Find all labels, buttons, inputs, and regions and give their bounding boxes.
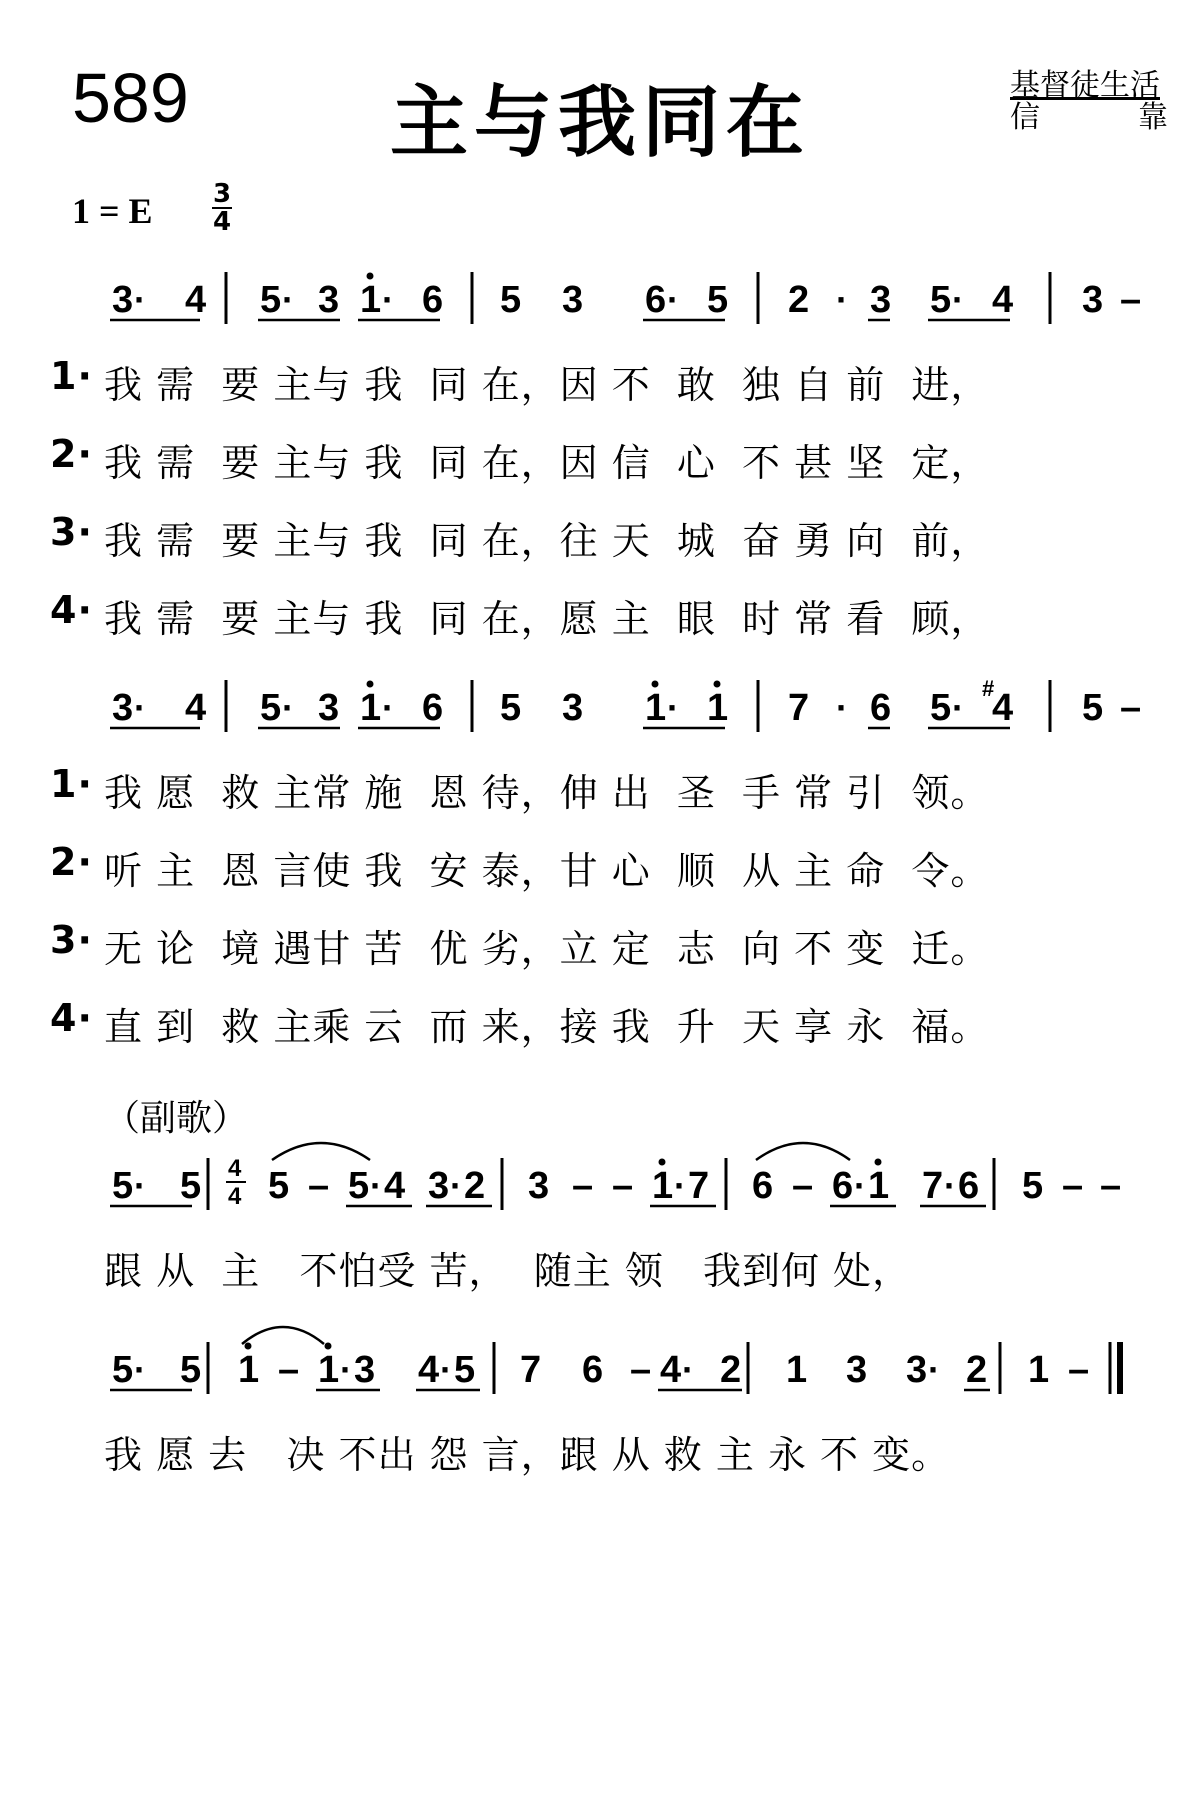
note-glyph: 6 <box>422 687 444 729</box>
note-glyph: 4 <box>185 279 207 321</box>
note-glyph: – <box>308 1165 330 1207</box>
high-octave-dot <box>367 273 374 280</box>
note-glyph: 1 <box>318 1349 340 1391</box>
note <box>870 279 891 321</box>
note <box>260 687 294 729</box>
note <box>1028 1349 1049 1391</box>
note-glyph: · <box>134 279 146 320</box>
note <box>612 1165 633 1207</box>
verse-lyrics: 直 到 救 主乘 云 而 来，接 我 升 天 享 永 福。 <box>104 1005 990 1049</box>
note-glyph: 3 <box>528 1165 550 1207</box>
author-char: 靠 <box>1138 100 1168 135</box>
tie-slur <box>242 1327 324 1344</box>
note-glyph: 7 <box>922 1165 944 1207</box>
note <box>707 681 728 730</box>
verse-lyrics: 我 需 要 主与 我 同 在，往 天 城 奋 勇 向 前， <box>104 519 990 563</box>
note-glyph: 3 <box>562 279 584 321</box>
note-glyph: · <box>674 1165 686 1206</box>
note-glyph: 6 <box>752 1165 774 1207</box>
note <box>180 1349 201 1391</box>
note <box>966 1349 987 1391</box>
chorus-lyrics: 我 愿 去 决 不出 怨 言，跟 从 救 主 永 不 变。 <box>104 1433 951 1477</box>
note <box>930 687 964 729</box>
note <box>428 1165 485 1207</box>
note-glyph: 3 <box>318 687 340 729</box>
verse-lyrics: 无 论 境 遇甘 苦 优 劣，立 定 志 向 不 变 迁。 <box>104 927 990 971</box>
note-glyph: 5 <box>454 1349 476 1391</box>
note-glyph: 1 <box>645 687 667 729</box>
note <box>238 1343 259 1392</box>
note <box>360 681 394 730</box>
high-octave-dot <box>245 1343 252 1350</box>
note-glyph: 5 <box>500 279 522 321</box>
note <box>112 687 146 729</box>
note <box>112 1165 146 1207</box>
note-glyph: – <box>572 1165 594 1207</box>
note-glyph: 4 <box>418 1349 440 1391</box>
note-glyph: 6 <box>582 1349 604 1391</box>
note <box>572 1165 593 1207</box>
note-glyph: 7 <box>520 1349 542 1391</box>
note <box>500 687 521 729</box>
note <box>582 1349 603 1391</box>
note-glyph: 3 <box>906 1349 928 1391</box>
note-glyph: 7 <box>788 687 810 729</box>
note-glyph: 5 <box>1082 687 1104 729</box>
note-glyph: · <box>450 1165 462 1206</box>
note <box>260 279 294 321</box>
note <box>788 687 809 729</box>
note-glyph: 5 <box>707 279 729 321</box>
note-glyph: 3 <box>562 687 584 729</box>
note <box>1062 1165 1083 1207</box>
note-glyph: 2 <box>720 1349 742 1391</box>
note-glyph: 2 <box>464 1165 486 1207</box>
note-glyph: · <box>952 279 964 320</box>
note-glyph: 4 <box>384 1165 406 1207</box>
note-glyph: 5 <box>260 687 282 729</box>
note-glyph: · <box>952 687 964 728</box>
note-glyph: 1 <box>360 687 382 729</box>
author-char: 信 <box>1010 100 1040 135</box>
note-glyph: · <box>944 1165 956 1206</box>
note <box>520 1349 541 1391</box>
note <box>836 279 848 320</box>
verse-lyrics: 我 需 要 主与 我 同 在，因 信 心 不 甚 坚 定， <box>104 441 990 485</box>
note-glyph: 5 <box>180 1165 202 1207</box>
note-glyph: · <box>134 1165 146 1206</box>
verse-lyrics: 我 愿 救 主常 施 恩 待，伸 出 圣 手 常 引 领。 <box>104 771 990 815</box>
note <box>268 1165 289 1207</box>
note-glyph: · <box>667 687 679 728</box>
note-glyph: 5 <box>930 279 952 321</box>
page-title: 主与我同在 <box>389 78 810 168</box>
note-glyph: · <box>682 1349 694 1390</box>
note-glyph: · <box>440 1349 452 1390</box>
note-glyph: 6 <box>645 279 667 321</box>
note-glyph: – <box>1120 279 1142 321</box>
note-glyph: – <box>1120 687 1142 729</box>
hymn-number: 589 <box>72 59 189 137</box>
verse-number: 3· <box>50 918 93 962</box>
note <box>1082 279 1103 321</box>
note-glyph: 5 <box>930 687 952 729</box>
note <box>906 1349 940 1391</box>
note-glyph: 6 <box>958 1165 980 1207</box>
note <box>562 279 583 321</box>
note-glyph: · <box>134 687 146 728</box>
verse-number: 4· <box>50 588 93 632</box>
note <box>870 687 891 729</box>
note-glyph: 5 <box>180 1349 202 1391</box>
note-glyph: 1 <box>868 1165 890 1207</box>
note <box>528 1165 549 1207</box>
chorus-time-sig-bottom: 4 <box>228 1183 242 1210</box>
verse-lyrics: 我 需 要 主与 我 同 在，愿 主 眼 时 常 看 顾， <box>104 597 990 641</box>
note-glyph: – <box>630 1349 652 1391</box>
note-glyph: – <box>1068 1349 1090 1391</box>
note-glyph: 6 <box>422 279 444 321</box>
note-glyph: – <box>1100 1165 1122 1207</box>
note-glyph: – <box>278 1349 300 1391</box>
chorus-time-sig-top: 4 <box>228 1155 242 1182</box>
note-glyph: · <box>854 1165 866 1206</box>
note <box>982 676 1013 729</box>
high-octave-dot <box>659 1159 666 1166</box>
note <box>360 273 394 322</box>
note-glyph: 3 <box>318 279 340 321</box>
note <box>348 1165 405 1207</box>
high-octave-dot <box>652 681 659 688</box>
time-sig-top: 3 <box>212 179 232 209</box>
note-glyph: 2 <box>966 1349 988 1391</box>
sharp-sign: # <box>982 676 995 701</box>
note-glyph: – <box>1062 1165 1084 1207</box>
tie-slur <box>272 1143 370 1160</box>
note-glyph: 7 <box>688 1165 710 1207</box>
verse-number: 4· <box>50 996 93 1040</box>
note-glyph: 3 <box>112 279 134 321</box>
key-signature: 1 = E <box>72 191 153 231</box>
note <box>185 687 206 729</box>
note <box>418 1349 475 1391</box>
verse-number: 1· <box>50 354 93 398</box>
note-glyph: 5 <box>1022 1165 1044 1207</box>
note <box>1022 1165 1043 1207</box>
note-glyph: 3 <box>870 279 892 321</box>
note-glyph: · <box>382 687 394 728</box>
note-glyph: · <box>928 1349 940 1390</box>
note-glyph: 6 <box>870 687 892 729</box>
note <box>318 279 339 321</box>
chorus-label: （副歌） <box>104 1098 249 1139</box>
time-sig-bottom: 4 <box>212 207 232 237</box>
note <box>308 1165 329 1207</box>
note <box>720 1349 741 1391</box>
note-glyph: 3 <box>846 1349 868 1391</box>
note <box>318 687 339 729</box>
note-glyph: 4 <box>660 1349 682 1391</box>
note <box>1100 1165 1121 1207</box>
note-glyph: 5 <box>268 1165 290 1207</box>
note-glyph: · <box>382 279 394 320</box>
note <box>500 279 521 321</box>
note-glyph: · <box>282 279 294 320</box>
note <box>846 1349 867 1391</box>
tie-slur <box>756 1143 850 1160</box>
note <box>992 279 1013 321</box>
note <box>922 1165 979 1207</box>
high-octave-dot <box>875 1159 882 1166</box>
note-glyph: · <box>282 687 294 728</box>
note-glyph: 5 <box>348 1165 370 1207</box>
note-glyph: 4 <box>992 687 1014 729</box>
verse-number: 2· <box>50 432 93 476</box>
note <box>180 1165 201 1207</box>
high-octave-dot <box>714 681 721 688</box>
note-glyph: 1 <box>238 1349 260 1391</box>
chorus-lyrics: 跟 从 主 不怕受 苦， 随主 领 我到何 处， <box>104 1249 912 1293</box>
note <box>422 279 443 321</box>
source-label: 基督徒生活 <box>1010 68 1160 103</box>
note-glyph: 4 <box>185 687 207 729</box>
note-glyph: 3 <box>112 687 134 729</box>
note-glyph: 3 <box>354 1349 376 1391</box>
note <box>185 279 206 321</box>
note-glyph: 4 <box>992 279 1014 321</box>
note <box>278 1349 299 1391</box>
note <box>1082 687 1103 729</box>
verse-number: 1· <box>50 762 93 806</box>
note <box>930 279 964 321</box>
note <box>792 1165 813 1207</box>
note <box>562 687 583 729</box>
note <box>645 279 679 321</box>
note-glyph: 5 <box>112 1165 134 1207</box>
note-glyph: – <box>612 1165 634 1207</box>
note <box>786 1349 807 1391</box>
note <box>1120 687 1141 729</box>
note <box>630 1349 651 1391</box>
note-glyph: · <box>370 1165 382 1206</box>
note <box>645 681 679 730</box>
note <box>660 1349 694 1391</box>
note-glyph: – <box>792 1165 814 1207</box>
note <box>832 1159 889 1208</box>
note <box>788 279 809 321</box>
verse-lyrics: 我 需 要 主与 我 同 在，因 不 敢 独 自 前 进， <box>104 363 990 407</box>
verse-number: 3· <box>50 510 93 554</box>
note-glyph: 1 <box>707 687 729 729</box>
note <box>836 687 848 728</box>
note-glyph: · <box>836 279 848 320</box>
note-glyph: 5 <box>112 1349 134 1391</box>
note-glyph: 5 <box>260 279 282 321</box>
note-glyph: 6 <box>832 1165 854 1207</box>
note <box>112 279 146 321</box>
note <box>652 1159 709 1208</box>
note-glyph: 3 <box>1082 279 1104 321</box>
note-glyph: 3 <box>428 1165 450 1207</box>
note <box>1068 1349 1089 1391</box>
note <box>422 687 443 729</box>
note-glyph: 1 <box>786 1349 808 1391</box>
note-glyph: · <box>134 1349 146 1390</box>
note-glyph: 2 <box>788 279 810 321</box>
note-glyph: · <box>836 687 848 728</box>
verse-number: 2· <box>50 840 93 884</box>
note-glyph: · <box>340 1349 352 1390</box>
note <box>318 1343 375 1392</box>
note-glyph: 1 <box>360 279 382 321</box>
note-glyph: 1 <box>1028 1349 1050 1391</box>
verse-lyrics: 听 主 恩 言使 我 安 泰，甘 心 顺 从 主 命 令。 <box>104 849 990 893</box>
note-glyph: · <box>667 279 679 320</box>
note <box>752 1165 773 1207</box>
high-octave-dot <box>367 681 374 688</box>
note <box>112 1349 146 1391</box>
note <box>707 279 728 321</box>
note-glyph: 1 <box>652 1165 674 1207</box>
note <box>1120 279 1141 321</box>
high-octave-dot <box>325 1343 332 1350</box>
note-glyph: 5 <box>500 687 522 729</box>
